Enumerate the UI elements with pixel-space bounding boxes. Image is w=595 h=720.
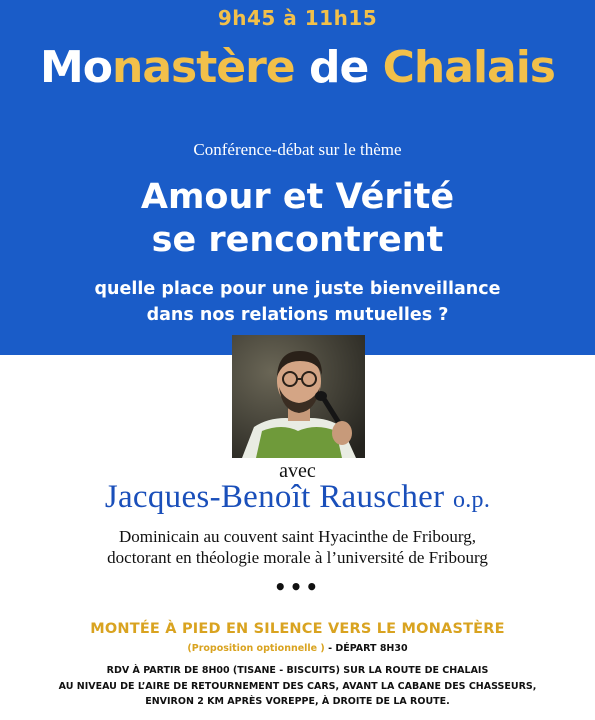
walk-optional-note: (Proposition optionnelle ) [187,643,325,654]
speaker-portrait-image [232,335,365,458]
title-part: Chalais [368,42,555,93]
meeting-line: ENVIRON 2 KM APRÈS VOREPPE, À DROITE DE LA ROUTE. [145,696,450,707]
page-title [0,42,595,93]
speaker-name [0,479,595,516]
meeting-line: AU NIVEAU DE L’AIRE DE RETOURNEMENT DES CARS, AVANT LA CABANE DES CHASSEURS, [58,680,537,692]
meeting-info [0,663,595,710]
theme-line: Amour et Vérité [140,177,455,217]
title-part: Mo [40,42,113,93]
meeting-line: RDV À PARTIR DE 8H00 (TISANE - BISCUITS) SUR LA ROUTE DE CHALAIS [106,665,489,676]
subtheme-line: quelle place pour une juste bienveillance [94,279,501,299]
speaker-name-text: Jacques-Benoît Rauscher [104,479,453,515]
speaker-bio [0,526,595,568]
walk-subtitle [0,643,595,654]
event-time: 9h45 à 11h15 [217,6,378,30]
with-label: avec [279,460,316,482]
title-part: astère [142,42,309,93]
speaker-photo [232,335,365,458]
theme-line: se rencontrent [151,220,444,260]
title-part: n [112,42,143,93]
subtheme [0,276,595,328]
walk-departure: - DÉPART 8H30 [324,643,408,654]
speaker-order-suffix: o.p. [452,487,491,513]
walk-title: MONTÉE À PIED EN SILENCE VERS LE MONASTÈRE [90,621,505,637]
subtheme-line: dans nos relations mutuelles ? [146,305,449,325]
bio-line: doctorant en théologie morale à l’université de Fribourg [107,548,488,567]
bio-line: Dominicain au couvent saint Hyacinthe de Fribourg, [118,527,477,546]
theme-heading [0,176,595,262]
intro-text: Conférence-débat sur le thème [193,140,402,159]
section-separator: ••• [273,575,322,599]
title-part: de [308,42,369,93]
